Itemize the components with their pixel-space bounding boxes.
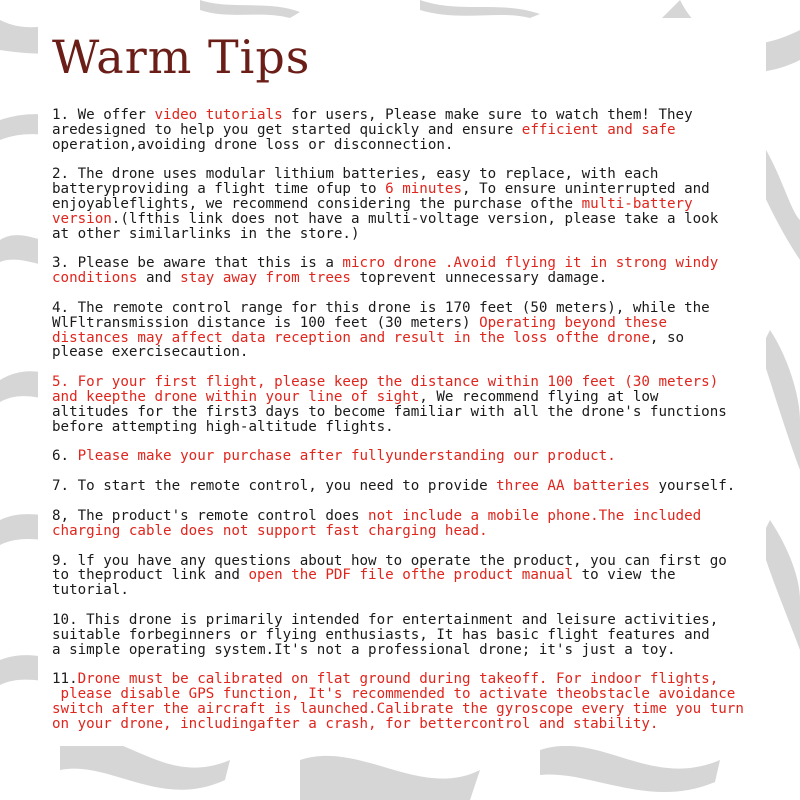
page-title: Warm Tips (52, 30, 311, 84)
tip-6: 6. Please make your purchase after fullyunderstanding our product. (52, 448, 616, 465)
tip-11: 11.Drone must be calibrated on flat ground during takeoff. For indoor flights, please disable GPS function, It's recommended to activate theobstacle avoidance switch after the aircraft is launched.Calibrate the gyroscope every time you turn on your drone, includingafter a crash, for bettercontrol and stability. (52, 671, 744, 732)
tip-5: 5. For your first flight, please keep the distance within 100 feet (30 meters) and keepthe drone within your line of sight, We recommend flying at low altitudes for the first3 days to become familiar with all the drone's functions before attempting high-altitude flights. (52, 374, 727, 435)
tip-8: 8, The product's remote control does not include a mobile phone.The included charging cable does not support fast charging head. (52, 507, 702, 539)
tip-1: 1. We offer video tutorials for users, Please make sure to watch them! They aredesigned to help you get started quickly and ensure efficient and safe operation,avoiding drone loss or disconnection. (52, 107, 693, 153)
tip-9: 9. lf you have any questions about how to operate the product, you can first go to theproduct link and open the PDF file ofthe product manual to view the tutorial. (52, 552, 727, 599)
tip-3: 3. Please be aware that this is a micro drone .Avoid flying it in strong windy conditions and stay away from trees toprevent unnecessary damage. (52, 255, 719, 287)
tips-list (52, 108, 764, 747)
tip-4: 4. The remote control range for this drone is 170 feet (50 meters), while the WlFltransmission distance is 100 feet (30 meters) Operating beyond these distances may affect data reception and result in the loss ofthe drone, so please exercisecaution. (52, 299, 710, 361)
tip-2: 2. The drone uses modular lithium batteries, easy to replace, with each batteryproviding a flight time ofup to 6 minutes, To ensure uninterrupted and enjoyableflights, we recommend considering the purchase ofthe multi-battery version.(lfthis link does not have a multi-voltage version, please take a look at other similarlinks in the store.) (52, 166, 719, 242)
tip-7: 7. To start the remote control, you need to provide three AA batteries yourself. (52, 478, 736, 495)
tip-10: 10. This drone is primarily intended for entertainment and leisure activities, suitable forbeginners or flying enthusiasts, It has basic flight features and a simple operating system.It's not a professional drone; it's just a toy. (52, 611, 719, 658)
